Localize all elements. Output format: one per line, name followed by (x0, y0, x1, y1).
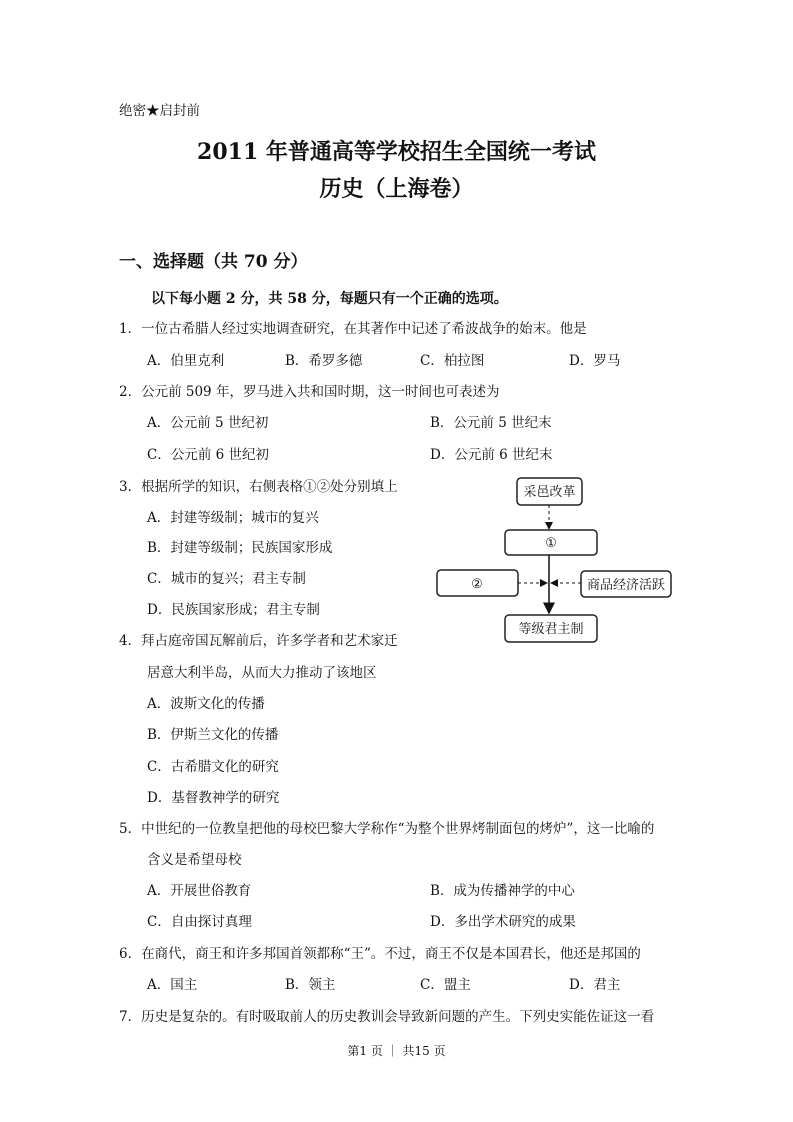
option: B．伊斯兰文化的传播 (147, 727, 279, 743)
diagram-bottom-label: 等级君主制 (518, 622, 584, 637)
option: A．波斯文化的传播 (147, 696, 265, 712)
diagram-top-label: 采邑改革 (523, 485, 576, 500)
option: C．古希腊文化的研究 (147, 759, 279, 775)
option: A．封建等级制；城市的复兴 (147, 510, 319, 526)
diagram-box2-label: ② (471, 577, 483, 592)
option: D．多出学术研究的成果 (430, 914, 576, 930)
question-5-stem-cont: 含义是希望母校 (147, 852, 242, 868)
option: C．自由探讨真理 (147, 914, 252, 930)
option: D．民族国家形成；君主专制 (147, 602, 320, 618)
question-7-stem: 7．历史是复杂的。有时吸取前人的历史教训会导致新问题的产生。下列史实能佐证这一看 (119, 1009, 655, 1025)
section-heading: 一、选择题（共 70 分） (119, 252, 308, 272)
exam-subtitle: 历史（上海卷） (319, 176, 474, 202)
question-2-stem: 2．公元前 509 年，罗马进入共和国时期，这一时间也可表述为 (119, 384, 500, 400)
question-3-stem: 3．根据所学的知识，右侧表格①②处分别填上 (119, 479, 398, 495)
option: C．盟主 (420, 977, 471, 993)
option: A．国主 (147, 977, 198, 993)
option: C．公元前 6 世纪初 (147, 447, 270, 463)
option: D．罗马 (569, 353, 621, 369)
question-4-stem-cont: 居意大利半岛，从而大力推动了该地区 (147, 665, 377, 681)
option: D．君主 (569, 977, 621, 993)
page-footer: 第1 页 ｜ 共15 页 (347, 1044, 446, 1058)
option: B．成为传播神学的中心 (430, 883, 575, 899)
option: B．封建等级制；民族国家形成 (147, 540, 333, 556)
option: B．领主 (285, 977, 336, 993)
option: A．开展世俗教育 (147, 883, 252, 899)
option: C．柏拉图 (420, 353, 485, 369)
option: B．希罗多德 (285, 353, 363, 369)
option: D．公元前 6 世纪末 (430, 447, 553, 463)
question-4-stem: 4．拜占庭帝国瓦解前后，许多学者和艺术家迁 (119, 633, 398, 649)
option: D．基督教神学的研究 (147, 790, 280, 806)
option: A．伯里克利 (147, 353, 225, 369)
option: C．城市的复兴；君主专制 (147, 571, 306, 587)
question-1-stem: 1．一位古希腊人经过实地调查研究，在其著作中记述了希波战争的始末。他是 (119, 321, 587, 337)
confidential-note: 绝密★启封前 (119, 103, 200, 119)
question-5-stem: 5．中世纪的一位教皇把他的母校巴黎大学称作“为整个世界烤制面包的烤炉”，这一比喻的 (119, 821, 655, 837)
question-6-stem: 6．在商代，商王和许多邦国首领都称“王”。不过，商王不仅是本国君长，他还是邦国的 (119, 946, 641, 962)
option: A．公元前 5 世纪初 (147, 415, 269, 431)
diagram-right-label: 商品经济活跃 (586, 578, 666, 593)
section-instruction: 以下每小题 2 分，共 58 分，每题只有一个正确的选项。 (151, 291, 508, 307)
diagram-box1-label: ① (545, 536, 557, 551)
option: B．公元前 5 世纪末 (430, 415, 552, 431)
exam-title: 2011 年普通高等学校招生全国统一考试 (197, 139, 596, 165)
